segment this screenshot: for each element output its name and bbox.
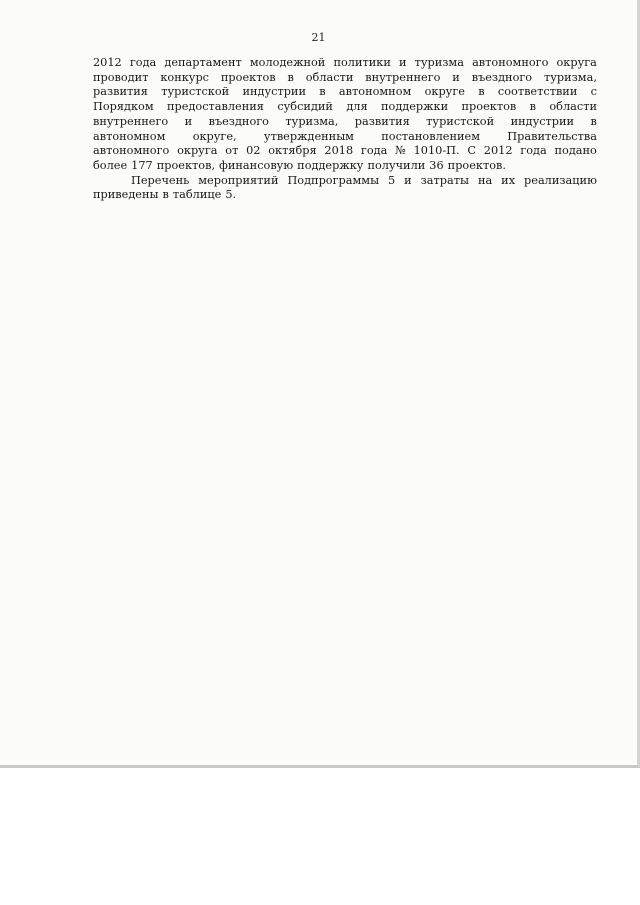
word: для (346, 100, 368, 114)
word: на (477, 173, 493, 187)
paragraph-2 (93, 174, 597, 203)
word: С (467, 144, 477, 158)
word: Порядком (93, 100, 154, 114)
word: проектов (220, 70, 276, 84)
word: развития (93, 85, 148, 99)
word: субсидий (277, 100, 333, 114)
word: автономном (338, 85, 412, 99)
word: молодежной (249, 56, 326, 69)
word: туризма (414, 56, 464, 69)
word: конкурс (160, 70, 210, 84)
word: 02 (246, 144, 261, 158)
word: мероприятий (198, 173, 279, 187)
word: туристской (426, 114, 495, 128)
word: поддержки (380, 100, 449, 114)
word: 2012 (93, 56, 122, 69)
word: округа (177, 144, 218, 158)
word: проектов. (447, 158, 506, 172)
word: Правительства (507, 129, 597, 143)
word: департамент (164, 56, 242, 69)
word: № (395, 144, 406, 158)
word: 5 (388, 173, 396, 187)
word: в (162, 188, 169, 202)
word: индустрии (510, 114, 575, 128)
text-line (93, 115, 597, 130)
word: октября (268, 144, 317, 158)
word: в (319, 85, 326, 99)
word: и (398, 56, 407, 69)
paragraph-1 (93, 56, 597, 174)
word: 2012 (483, 144, 513, 158)
word: и (452, 70, 460, 84)
word: туризма, (543, 70, 597, 84)
word: округа (556, 56, 597, 69)
word: приведены (93, 188, 159, 202)
word: финансовую (219, 158, 294, 172)
word: постановлением (381, 129, 480, 143)
word: в (478, 85, 485, 99)
word: предоставления (167, 100, 264, 114)
word: автономного (93, 144, 170, 158)
word: въездного (471, 70, 533, 84)
text-line (93, 100, 597, 115)
word: автономного (472, 56, 549, 69)
word: года (360, 144, 388, 158)
word: 36 (429, 158, 444, 172)
word: получили (367, 158, 426, 172)
word: более (93, 158, 128, 172)
word: соответствии (497, 85, 578, 99)
word: 177 (131, 158, 153, 172)
word: с (590, 85, 597, 99)
text-line (93, 56, 597, 71)
word: политики (333, 56, 391, 69)
word: Подпрограммы (287, 173, 380, 187)
word: внутреннего (93, 114, 169, 128)
word: в (590, 114, 597, 128)
word: проектов, (156, 158, 216, 172)
word: 2018 (324, 144, 354, 158)
word: округе, (192, 129, 237, 143)
word: таблице (172, 188, 222, 202)
word: и (404, 173, 412, 187)
word: в (529, 100, 536, 114)
word: года (520, 144, 547, 158)
text-line (93, 144, 597, 159)
word: проектов (461, 100, 517, 114)
word: и (184, 114, 193, 128)
text-line (93, 174, 597, 189)
word: 1010-П. (413, 144, 460, 158)
word: автономном (93, 129, 166, 143)
text-line (93, 71, 597, 86)
word: области (549, 100, 597, 114)
word: от (225, 144, 239, 158)
word: округе (424, 85, 465, 99)
word: затраты (420, 173, 469, 187)
word: развития (354, 114, 410, 128)
word: 5. (225, 188, 237, 202)
word: Перечень (131, 173, 190, 187)
document-body (93, 56, 597, 203)
text-line (93, 85, 597, 100)
word: года (129, 56, 157, 69)
page-number: 21 (311, 31, 326, 44)
word: поддержку (297, 158, 364, 172)
text-line (93, 130, 597, 145)
word: реализацию (524, 173, 597, 187)
word: в (287, 70, 294, 84)
word: их (501, 173, 516, 187)
word: внутреннего (365, 70, 441, 84)
word: туризма, (285, 114, 339, 128)
word: утвержденным (263, 129, 354, 143)
word: въездного (208, 114, 269, 128)
word: области (305, 70, 354, 84)
word: индустрии (242, 85, 306, 99)
word: туристской (161, 85, 230, 99)
word: проводит (93, 70, 149, 84)
word: подано (554, 144, 597, 158)
text-line (93, 159, 597, 174)
text-line (93, 188, 597, 203)
